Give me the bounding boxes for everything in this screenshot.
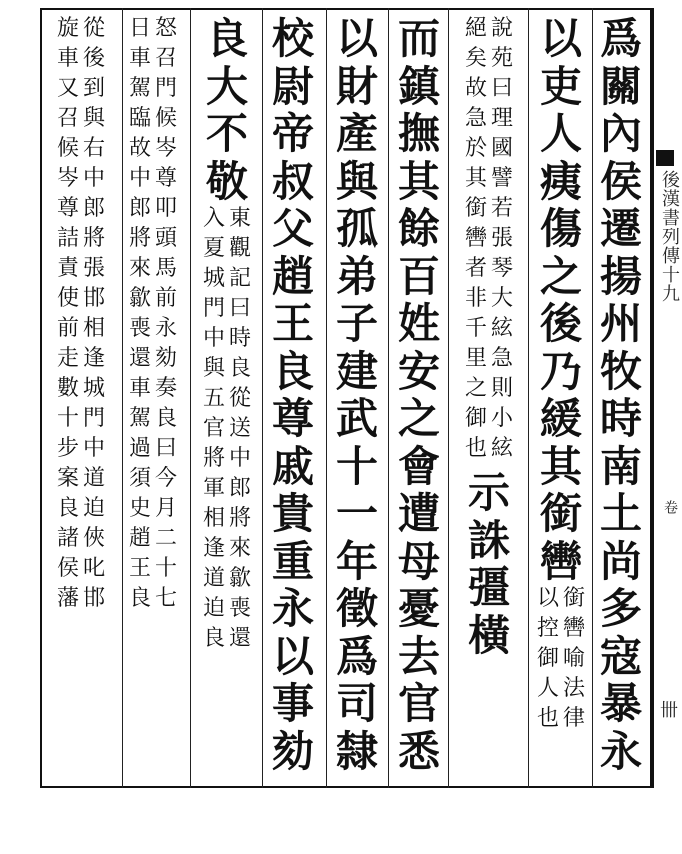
char: 迫 (82, 496, 105, 521)
char: 隸 (335, 726, 378, 776)
char: 憂 (397, 584, 440, 633)
char: 良 (202, 626, 225, 651)
char: 中 (128, 166, 151, 191)
char: 彊 (467, 563, 510, 612)
char: 到 (82, 76, 105, 101)
char: 乃 (539, 346, 582, 396)
char: 子 (335, 299, 378, 348)
char: 之 (464, 376, 487, 401)
char: 侯 (599, 156, 642, 206)
char: 夏 (202, 236, 225, 261)
char: 詰 (56, 226, 79, 251)
char: 以 (335, 14, 378, 63)
char: 相 (202, 506, 225, 531)
char: 門 (82, 406, 105, 431)
char: 御 (464, 406, 487, 431)
char: 絕 (464, 16, 487, 41)
char: 司 (335, 679, 378, 728)
char: 其 (397, 156, 440, 206)
char: 之 (397, 394, 440, 443)
char: 者 (464, 256, 487, 281)
char: 校 (271, 14, 314, 63)
char: 御 (536, 646, 559, 671)
char: 郎 (128, 196, 151, 221)
char: 之 (539, 251, 582, 301)
char: 良 (128, 586, 151, 611)
char: 故 (464, 76, 487, 101)
char: 七 (154, 586, 177, 611)
char: 候 (154, 106, 177, 131)
char: 銜 (562, 586, 585, 611)
char: 則 (490, 376, 513, 401)
char: 喪 (228, 596, 251, 621)
char: 百 (397, 251, 440, 301)
char: 人 (539, 109, 582, 158)
char: 過 (128, 436, 151, 461)
char: 時 (228, 326, 251, 351)
column-separator (448, 8, 449, 788)
margin-fold-mark: 卷 (662, 500, 678, 514)
char: 一 (335, 489, 378, 538)
char: 暴 (599, 679, 642, 728)
char: 道 (82, 466, 105, 491)
char: 城 (202, 266, 225, 291)
char: 邯 (82, 586, 105, 611)
char: 曰 (228, 296, 251, 321)
char: 事 (271, 679, 314, 728)
char: 迫 (202, 596, 225, 621)
char: 年 (335, 536, 378, 586)
char: 入 (202, 206, 225, 231)
char: 門 (202, 296, 225, 321)
char: 馬 (154, 256, 177, 281)
char: 尊 (154, 166, 177, 191)
char: 苑 (490, 46, 513, 71)
char: 大 (205, 61, 248, 111)
char: 劾 (154, 346, 177, 371)
char: 從 (228, 386, 251, 411)
char: 軍 (202, 476, 225, 501)
char: 小 (490, 406, 513, 431)
char: 重 (271, 536, 314, 586)
char: 說 (490, 16, 513, 41)
char: 孤 (335, 204, 378, 253)
text-column-1 (596, 14, 646, 778)
char: 邯 (82, 286, 105, 311)
char: 餘 (397, 204, 440, 253)
char: 相 (82, 316, 105, 341)
char: 多 (599, 584, 642, 633)
char: 後 (539, 299, 582, 348)
char: 父 (271, 204, 314, 253)
column-separator (122, 8, 123, 788)
char: 案 (56, 466, 79, 491)
char: 法 (562, 676, 585, 701)
char: 安 (397, 346, 440, 396)
char: 土 (599, 489, 642, 538)
char: 急 (464, 106, 487, 131)
char: 鎮 (397, 61, 440, 111)
char: 將 (128, 226, 151, 251)
char: 也 (464, 436, 487, 461)
char: 轡 (562, 616, 585, 641)
char: 大 (490, 286, 513, 311)
char: 貴 (271, 489, 314, 538)
char: 城 (82, 376, 105, 401)
char: 帝 (271, 109, 314, 158)
char: 產 (335, 109, 378, 158)
char: 良 (271, 346, 314, 396)
char: 將 (228, 506, 251, 531)
char: 遷 (599, 204, 642, 253)
char: 張 (490, 226, 513, 251)
char: 里 (464, 346, 487, 371)
char: 記 (228, 266, 251, 291)
char: 緩 (539, 394, 582, 443)
char: 良 (228, 356, 251, 381)
char: 急 (490, 346, 513, 371)
char: 岑 (56, 166, 79, 191)
char: 召 (56, 106, 79, 131)
char: 財 (335, 61, 378, 111)
char: 銜 (464, 196, 487, 221)
char: 良 (56, 496, 79, 521)
char: 尊 (271, 394, 314, 443)
char: 中 (228, 446, 251, 471)
char: 駕 (128, 406, 151, 431)
char: 誅 (467, 515, 510, 565)
char: 尉 (271, 61, 314, 111)
char: 示 (467, 468, 510, 517)
char: 史 (128, 496, 151, 521)
char: 而 (397, 14, 440, 63)
char: 故 (128, 136, 151, 161)
char: 律 (562, 706, 585, 731)
char: 官 (202, 416, 225, 441)
char: 藩 (56, 586, 79, 611)
char: 不 (205, 109, 248, 158)
char: 中 (82, 166, 105, 191)
char: 趙 (271, 251, 314, 301)
char: 譬 (490, 166, 513, 191)
char: 將 (82, 226, 105, 251)
char: 痍 (539, 156, 582, 206)
char: 曰 (490, 76, 513, 101)
char: 良 (154, 406, 177, 431)
char: 車 (128, 376, 151, 401)
char: 南 (599, 441, 642, 491)
char: 撫 (397, 109, 440, 158)
char: 叔 (271, 156, 314, 206)
char: 駕 (128, 76, 151, 101)
char: 十 (56, 406, 79, 431)
char: 以 (539, 14, 582, 63)
char: 揚 (599, 251, 642, 301)
margin-fishtail-mark (656, 150, 674, 166)
char: 永 (599, 726, 642, 776)
char: 徵 (335, 584, 378, 633)
char: 與 (202, 356, 225, 381)
char: 良 (205, 14, 248, 63)
char: 來 (228, 536, 251, 561)
char: 母 (397, 536, 440, 586)
char: 矣 (464, 46, 487, 71)
char: 也 (536, 706, 559, 731)
char: 以 (271, 631, 314, 681)
char: 控 (536, 616, 559, 641)
char: 諸 (56, 526, 79, 551)
char: 永 (271, 584, 314, 633)
column-separator (528, 8, 529, 788)
char: 武 (335, 394, 378, 443)
char: 絃 (490, 316, 513, 341)
char: 叱 (82, 556, 105, 581)
char: 去 (397, 631, 440, 681)
char: 二 (154, 526, 177, 551)
char: 侯 (56, 556, 79, 581)
char: 曰 (154, 436, 177, 461)
char: 傷 (539, 204, 582, 253)
char: 千 (464, 316, 487, 341)
char: 送 (228, 416, 251, 441)
char: 非 (464, 286, 487, 311)
char: 劾 (271, 726, 314, 776)
char: 頭 (154, 226, 177, 251)
char: 遭 (397, 489, 440, 538)
char: 姓 (397, 299, 440, 348)
char: 以 (536, 586, 559, 611)
char: 從 (82, 16, 105, 41)
char: 十 (335, 441, 378, 491)
char: 王 (128, 556, 151, 581)
char: 月 (154, 496, 177, 521)
char: 道 (202, 566, 225, 591)
char: 於 (464, 136, 487, 161)
char: 旋 (56, 16, 79, 41)
char: 東 (228, 206, 251, 231)
char: 臨 (128, 106, 151, 131)
char: 弟 (335, 251, 378, 301)
char: 歙 (128, 286, 151, 311)
char: 步 (56, 436, 79, 461)
char: 車 (128, 46, 151, 71)
char: 趙 (128, 526, 151, 551)
char: 須 (128, 466, 151, 491)
char: 轡 (539, 536, 582, 586)
column-separator (190, 8, 191, 788)
char: 爲 (599, 14, 642, 63)
char: 岑 (154, 136, 177, 161)
char: 候 (56, 136, 79, 161)
char: 前 (154, 286, 177, 311)
char: 橫 (467, 610, 510, 660)
char: 走 (56, 346, 79, 371)
char: 責 (56, 256, 79, 281)
char: 俠 (82, 526, 105, 551)
char: 歙 (228, 566, 251, 591)
char: 其 (464, 166, 487, 191)
column-separator (592, 8, 593, 788)
margin-rule (652, 8, 654, 788)
char: 內 (599, 109, 642, 158)
char: 奏 (154, 376, 177, 401)
text-column-3 (452, 18, 526, 662)
char: 戚 (271, 441, 314, 491)
char: 日 (128, 16, 151, 41)
char: 會 (397, 441, 440, 491)
char: 王 (271, 299, 314, 348)
char: 時 (599, 394, 642, 443)
char: 郎 (82, 196, 105, 221)
char: 喪 (128, 316, 151, 341)
char: 敬 (205, 156, 248, 206)
text-column-5 (332, 14, 382, 778)
char: 喻 (562, 646, 585, 671)
char: 前 (56, 316, 79, 341)
char: 車 (56, 46, 79, 71)
char: 五 (202, 386, 225, 411)
char: 寇 (599, 631, 642, 681)
text-column-8 (128, 18, 178, 618)
column-separator (388, 8, 389, 788)
char: 還 (128, 346, 151, 371)
char: 使 (56, 286, 79, 311)
text-column-6 (268, 14, 318, 778)
char: 官 (397, 679, 440, 728)
char: 其 (539, 441, 582, 491)
char: 與 (335, 156, 378, 206)
char: 中 (202, 326, 225, 351)
column-separator (262, 8, 263, 788)
char: 理 (490, 106, 513, 131)
char: 關 (599, 61, 642, 111)
char: 中 (82, 436, 105, 461)
char: 叩 (154, 196, 177, 221)
text-column-9 (56, 18, 106, 618)
text-column-7 (196, 14, 258, 658)
char: 還 (228, 626, 251, 651)
char: 又 (56, 76, 79, 101)
char: 召 (154, 46, 177, 71)
char: 觀 (228, 236, 251, 261)
char: 來 (128, 256, 151, 281)
char: 永 (154, 316, 177, 341)
margin-page-mark: 卌 (657, 700, 678, 718)
char: 尚 (599, 536, 642, 586)
char: 牧 (599, 346, 642, 396)
char: 尊 (56, 196, 79, 221)
char: 逢 (82, 346, 105, 371)
char: 吏 (539, 61, 582, 111)
text-column-4 (394, 14, 444, 778)
char: 絃 (490, 436, 513, 461)
char: 將 (202, 446, 225, 471)
char: 爲 (335, 631, 378, 681)
char: 建 (335, 346, 378, 396)
char: 數 (56, 376, 79, 401)
char: 張 (82, 256, 105, 281)
text-column-2 (532, 14, 590, 738)
char: 逢 (202, 536, 225, 561)
char: 右 (82, 136, 105, 161)
char: 郎 (228, 476, 251, 501)
char: 十 (154, 556, 177, 581)
char: 人 (536, 676, 559, 701)
char: 悉 (397, 726, 440, 776)
char: 若 (490, 196, 513, 221)
char: 轡 (464, 226, 487, 251)
char: 怒 (154, 16, 177, 41)
char: 州 (599, 299, 642, 348)
margin-title: 後漢書列傳十九 (659, 170, 680, 303)
char: 門 (154, 76, 177, 101)
column-separator (326, 8, 327, 788)
char: 今 (154, 466, 177, 491)
char: 與 (82, 106, 105, 131)
char: 銜 (539, 489, 582, 538)
char: 琴 (490, 256, 513, 281)
char: 國 (490, 136, 513, 161)
char: 後 (82, 46, 105, 71)
